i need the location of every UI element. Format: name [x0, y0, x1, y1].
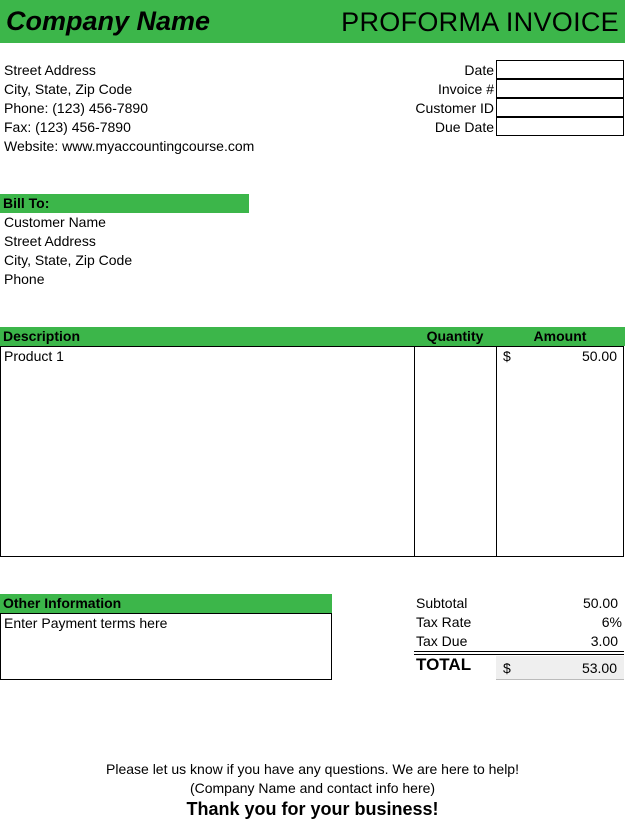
- column-divider: [414, 346, 415, 557]
- tax-rate-value[interactable]: 6%: [601, 614, 622, 630]
- document-title: PROFORMA INVOICE: [341, 7, 619, 37]
- due-date-field[interactable]: [496, 117, 624, 136]
- date-field[interactable]: [496, 60, 624, 79]
- tax-due-label: Tax Due: [416, 633, 468, 649]
- company-city: City, State, Zip Code: [4, 81, 133, 97]
- quantity-column-header: Quantity: [426, 328, 484, 344]
- bill-to-heading: Bill To:: [0, 194, 249, 213]
- due-date-label: Due Date: [434, 119, 494, 135]
- customer-id-field[interactable]: [496, 98, 624, 117]
- total-rule: [414, 651, 624, 652]
- company-fax: Fax: (123) 456-7890: [4, 119, 131, 135]
- footer-contact: (Company Name and contact info here): [189, 780, 436, 796]
- items-table: [0, 346, 624, 557]
- company-website: Website: www.myaccountingcourse.com: [4, 138, 255, 154]
- tax-rate-label: Tax Rate: [416, 614, 472, 630]
- bill-to-city: City, State, Zip Code: [4, 252, 133, 268]
- company-street: Street Address: [4, 62, 96, 78]
- date-label: Date: [464, 62, 494, 78]
- total-label: TOTAL: [416, 655, 472, 674]
- tax-due-value: 3.00: [590, 633, 618, 649]
- total-currency: $: [503, 660, 511, 676]
- subtotal-label: Subtotal: [416, 595, 468, 611]
- item-description[interactable]: Product 1: [4, 348, 64, 364]
- item-amount[interactable]: 50.00: [581, 348, 617, 364]
- total-value: 53.00: [581, 660, 617, 676]
- amount-column-header: Amount: [533, 328, 587, 344]
- bill-to-name: Customer Name: [4, 214, 106, 230]
- column-divider: [496, 346, 497, 557]
- footer-thanks: Thank you for your business!: [186, 799, 439, 819]
- bill-to-street: Street Address: [4, 233, 96, 249]
- payment-terms[interactable]: Enter Payment terms here: [4, 615, 168, 631]
- subtotal-value: 50.00: [582, 595, 618, 611]
- other-info-heading: Other Information: [0, 594, 332, 613]
- company-name: Company Name: [6, 6, 211, 36]
- invoice-number-label: Invoice #: [437, 81, 494, 97]
- invoice-number-field[interactable]: [496, 79, 624, 98]
- item-currency: $: [503, 348, 511, 364]
- customer-id-label: Customer ID: [415, 100, 494, 116]
- bill-to-phone: Phone: [4, 271, 45, 287]
- company-phone: Phone: (123) 456-7890: [4, 100, 148, 116]
- description-column-header: Description: [3, 328, 81, 344]
- footer-questions: Please let us know if you have any questions. We are here to help!: [106, 761, 519, 777]
